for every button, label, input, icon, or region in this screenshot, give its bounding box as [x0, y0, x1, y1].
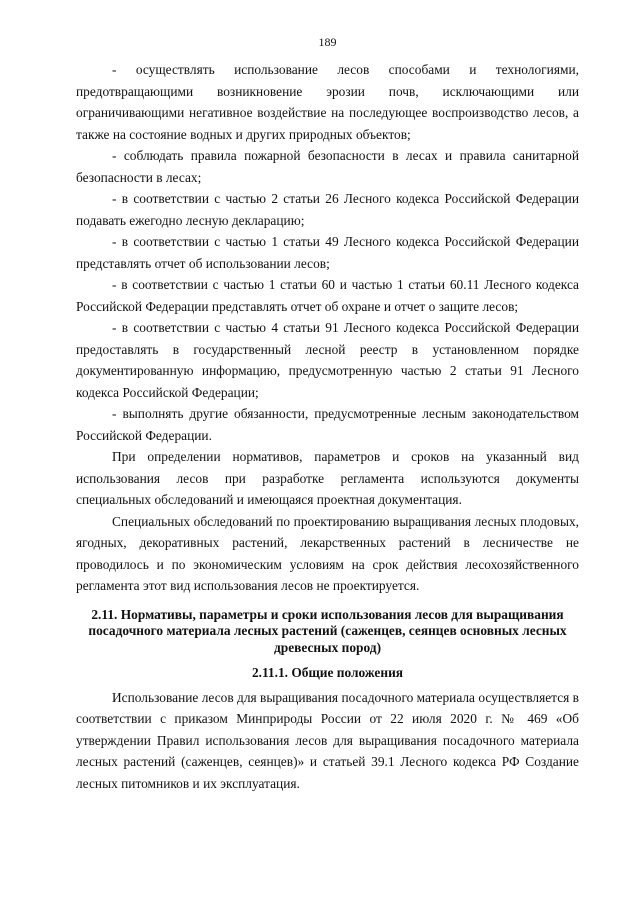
page-number: 189: [318, 35, 337, 49]
document-body: [76, 59, 579, 794]
paragraph-norms: При определении нормативов, параметров и сроков на указанный вид использования лесов при разработке регламента используются документы специальных обследований и имеющаяся проектная документация.: [76, 449, 579, 507]
bullet-item: - выполнять другие обязанности, предусмотренные лесным законодательством Российской Федерации.: [76, 406, 579, 443]
paragraph-surveys: Специальных обследований по проектированию выращивания лесных плодовых, ягодных, декоративных растений, лекарственных растений в лесничестве не проводилось и по экономическим условиям на срок действия лесохозяйственного регламента этот вид использования лесов не проектируется.: [76, 513, 579, 593]
paragraph-general: Использование лесов для выращивания посадочного материала осуществляется в соответствии с приказом Минприроды России от 22 июля 2020 г. № 469 «Об утверждении Правил использования лесов для выращивания посадочного материала лесных растений (саженцев, сеянцев)» и статьей 39.1 Лесного кодекса РФ Создание лесных питомников и их эксплуатация.: [76, 689, 579, 791]
bullet-item: - в соответствии с частью 1 статьи 49 Лесного кодекса Российской Федерации представлять отчет об использовании лесов;: [76, 234, 579, 271]
bullet-item: - в соответствии с частью 1 статьи 60 и частью 1 статьи 60.11 Лесного кодекса Российской Федерации представлять отчет об охране и отчет о защите лесов;: [76, 277, 579, 314]
bullet-item: - в соответствии с частью 4 статьи 91 Лесного кодекса Российской Федерации предоставлять в государственный лесной реестр в установленном порядке документированную информацию, предусмотренную частью 2 статьи 91 Лесного кодекса Российской Федерации;: [76, 320, 579, 400]
subsection-heading: 2.11.1. Общие положения: [251, 665, 404, 680]
bullet-item: - в соответствии с частью 2 статьи 26 Лесного кодекса Российской Федерации подавать ежегодно лесную декларацию;: [76, 191, 579, 228]
bullet-item: - осуществлять использование лесов способами и технологиями, предотвращающими возникновение эрозии почв, исключающими или ограничивающими негативное воздействие на последующее воспроизводство лесов, а также на состояние водных и других природных объектов;: [76, 62, 579, 142]
section-heading: 2.11. Нормативы, параметры и сроки использования лесов для выращивания посадочного материала лесных растений (саженцев, сеянцев основных лесных древесных пород): [88, 606, 567, 655]
bullet-item: - соблюдать правила пожарной безопасности в лесах и правила санитарной безопасности в лесах;: [76, 148, 579, 185]
